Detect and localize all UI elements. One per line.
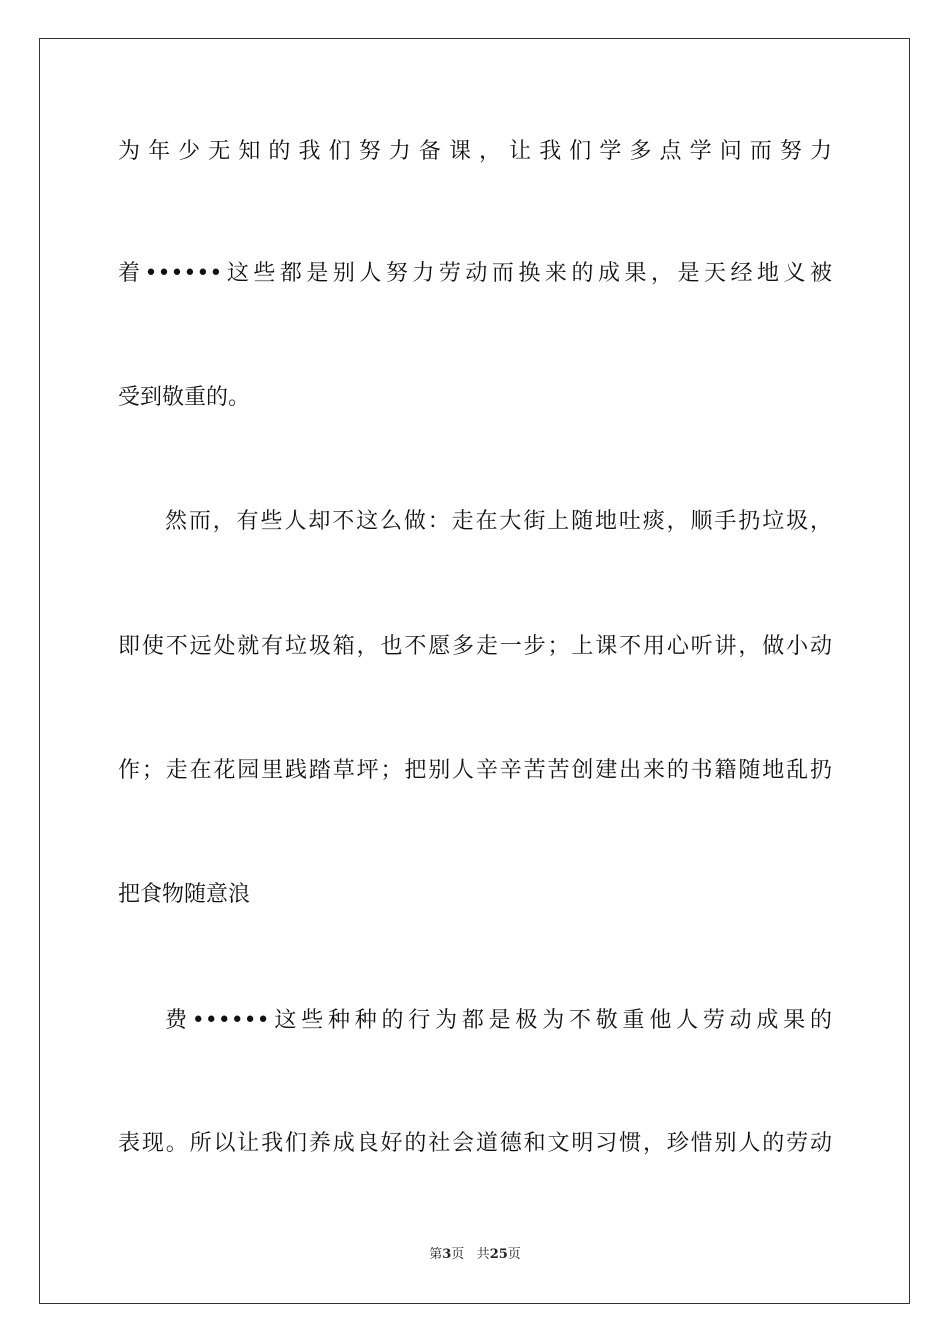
page-prefix: 第 <box>429 1247 443 1262</box>
page-footer <box>0 1246 950 1264</box>
text-line: 受到敬重的。 <box>118 385 251 410</box>
text-line: 表现。所以让我们养成良好的社会道德和文明习惯，珍惜别人的劳动 <box>118 1131 832 1156</box>
text-line: 即使不远处就有垃圾箱，也不愿多走一步；上课不用心听讲，做小动 <box>118 634 832 659</box>
paragraph-first-line: 费••••••这些种种的行为都是极为不敬重他人劳动成果的 <box>165 1008 832 1033</box>
page-suffix: 页 <box>451 1247 465 1262</box>
page-number: 3 <box>442 1247 452 1262</box>
page-border <box>39 38 910 1304</box>
total-pages: 25 <box>489 1247 508 1262</box>
total-prefix: 共 <box>476 1247 490 1262</box>
text-line: 作；走在花园里践踏草坪；把别人辛辛苦苦创建出来的书籍随地乱扔 <box>118 758 832 783</box>
total-suffix: 页 <box>507 1247 521 1262</box>
text-line: 着••••••这些都是别人努力劳动而换来的成果，是天经地义被 <box>118 261 832 286</box>
text-line: 为年少无知的我们努力备课，让我们学多点学问而努力 <box>118 139 832 164</box>
text-line: 把食物随意浪 <box>118 882 251 907</box>
paragraph-first-line: 然而，有些人却不这么做：走在大街上随地吐痰，顺手扔垃圾， <box>165 509 832 534</box>
